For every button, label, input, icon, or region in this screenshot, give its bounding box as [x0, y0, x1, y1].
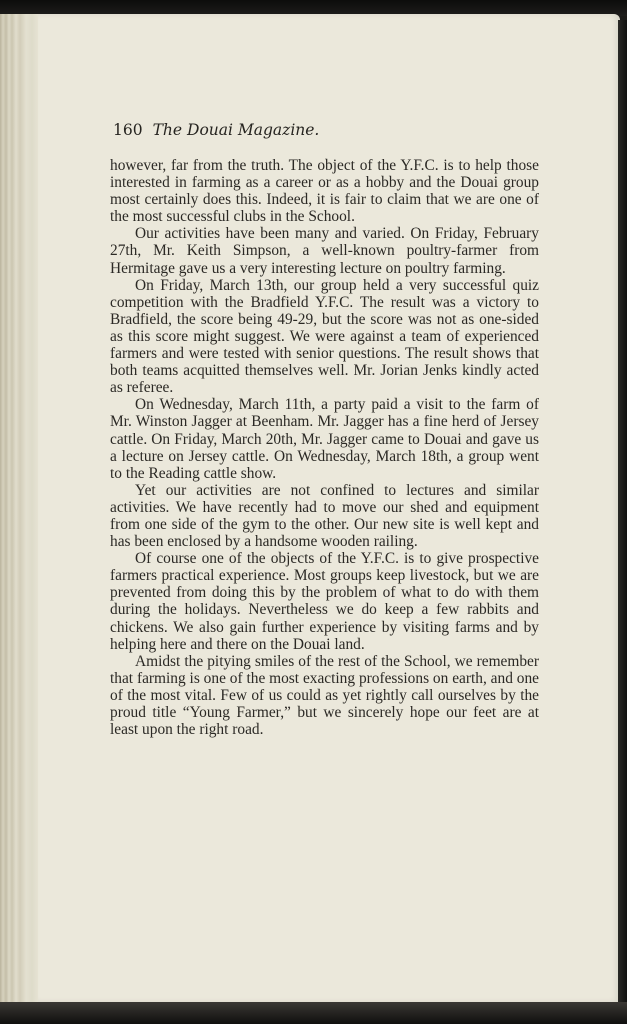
paragraph: however, far from the truth. The object of the Y.F.C. is to help those interested in farming as a career or as a hobby and the Douai group most certainly does this. Indeed, it is fair to claim that we are one of the most successful clubs in the School.	[110, 157, 539, 226]
paragraph: Of course one of the objects of the Y.F.C. is to give prospective farmers practical experience. Most groups keep livestock, but we are prevented from doing this by the problem of what to do with them during the holidays. Nevertheless we do keep a few rabbits and chickens. We also gain further experience by visiting farms and by helping here and there on the Douai land.	[110, 550, 539, 653]
article-body	[110, 157, 539, 738]
page-edges	[0, 14, 40, 1004]
paragraph: Amidst the pitying smiles of the rest of the School, we remember that farming is one of the most exacting professions on earth, and one of the most vital. Few of us could as yet rightly call ourselves by the proud title “Young Farmer,” but we sincerely hope our feet are at least upon the right road.	[110, 652, 539, 739]
paragraph: Yet our activities are not confined to lectures and similar activities. We have recently had to move our shed and equipment from one side of the gym to the other. Our new site is well kept and has been enclosed by a handsome wooden railing.	[110, 481, 539, 551]
paragraph: On Friday, March 13th, our group held a very successful quiz competition with the Bradfield Y.F.C. The result was a victory to Bradfield, the score being 49-29, but the score was not as one-sided as this score might suggest. We were against a team of experienced farmers and were tested with senior questions. The result shows that both teams acquitted themselves well. Mr. Jorian Jenks kindly acted as referee.	[110, 276, 539, 397]
paragraph: Our activities have been many and varied. On Friday, February 27th, Mr. Keith Simpson, a well-known poultry-farmer from Hermitage gave us a very interesting lecture on poultry farming.	[110, 225, 539, 277]
running-header	[113, 121, 319, 139]
page-number: 160	[113, 121, 143, 139]
scan-background-bottom	[0, 1002, 627, 1024]
page-right-edge	[618, 20, 627, 1005]
paragraph: On Wednesday, March 11th, a party paid a visit to the farm of Mr. Winston Jagger at Beenham. Mr. Jagger has a fine herd of Jersey cattle. On Friday, March 20th, Mr. Jagger came to Douai and gave us a lecture on Jersey cattle. On Wednesday, March 18th, a group went to the Reading cattle show.	[110, 396, 539, 482]
magazine-title: The Douai Magazine.	[152, 121, 320, 139]
